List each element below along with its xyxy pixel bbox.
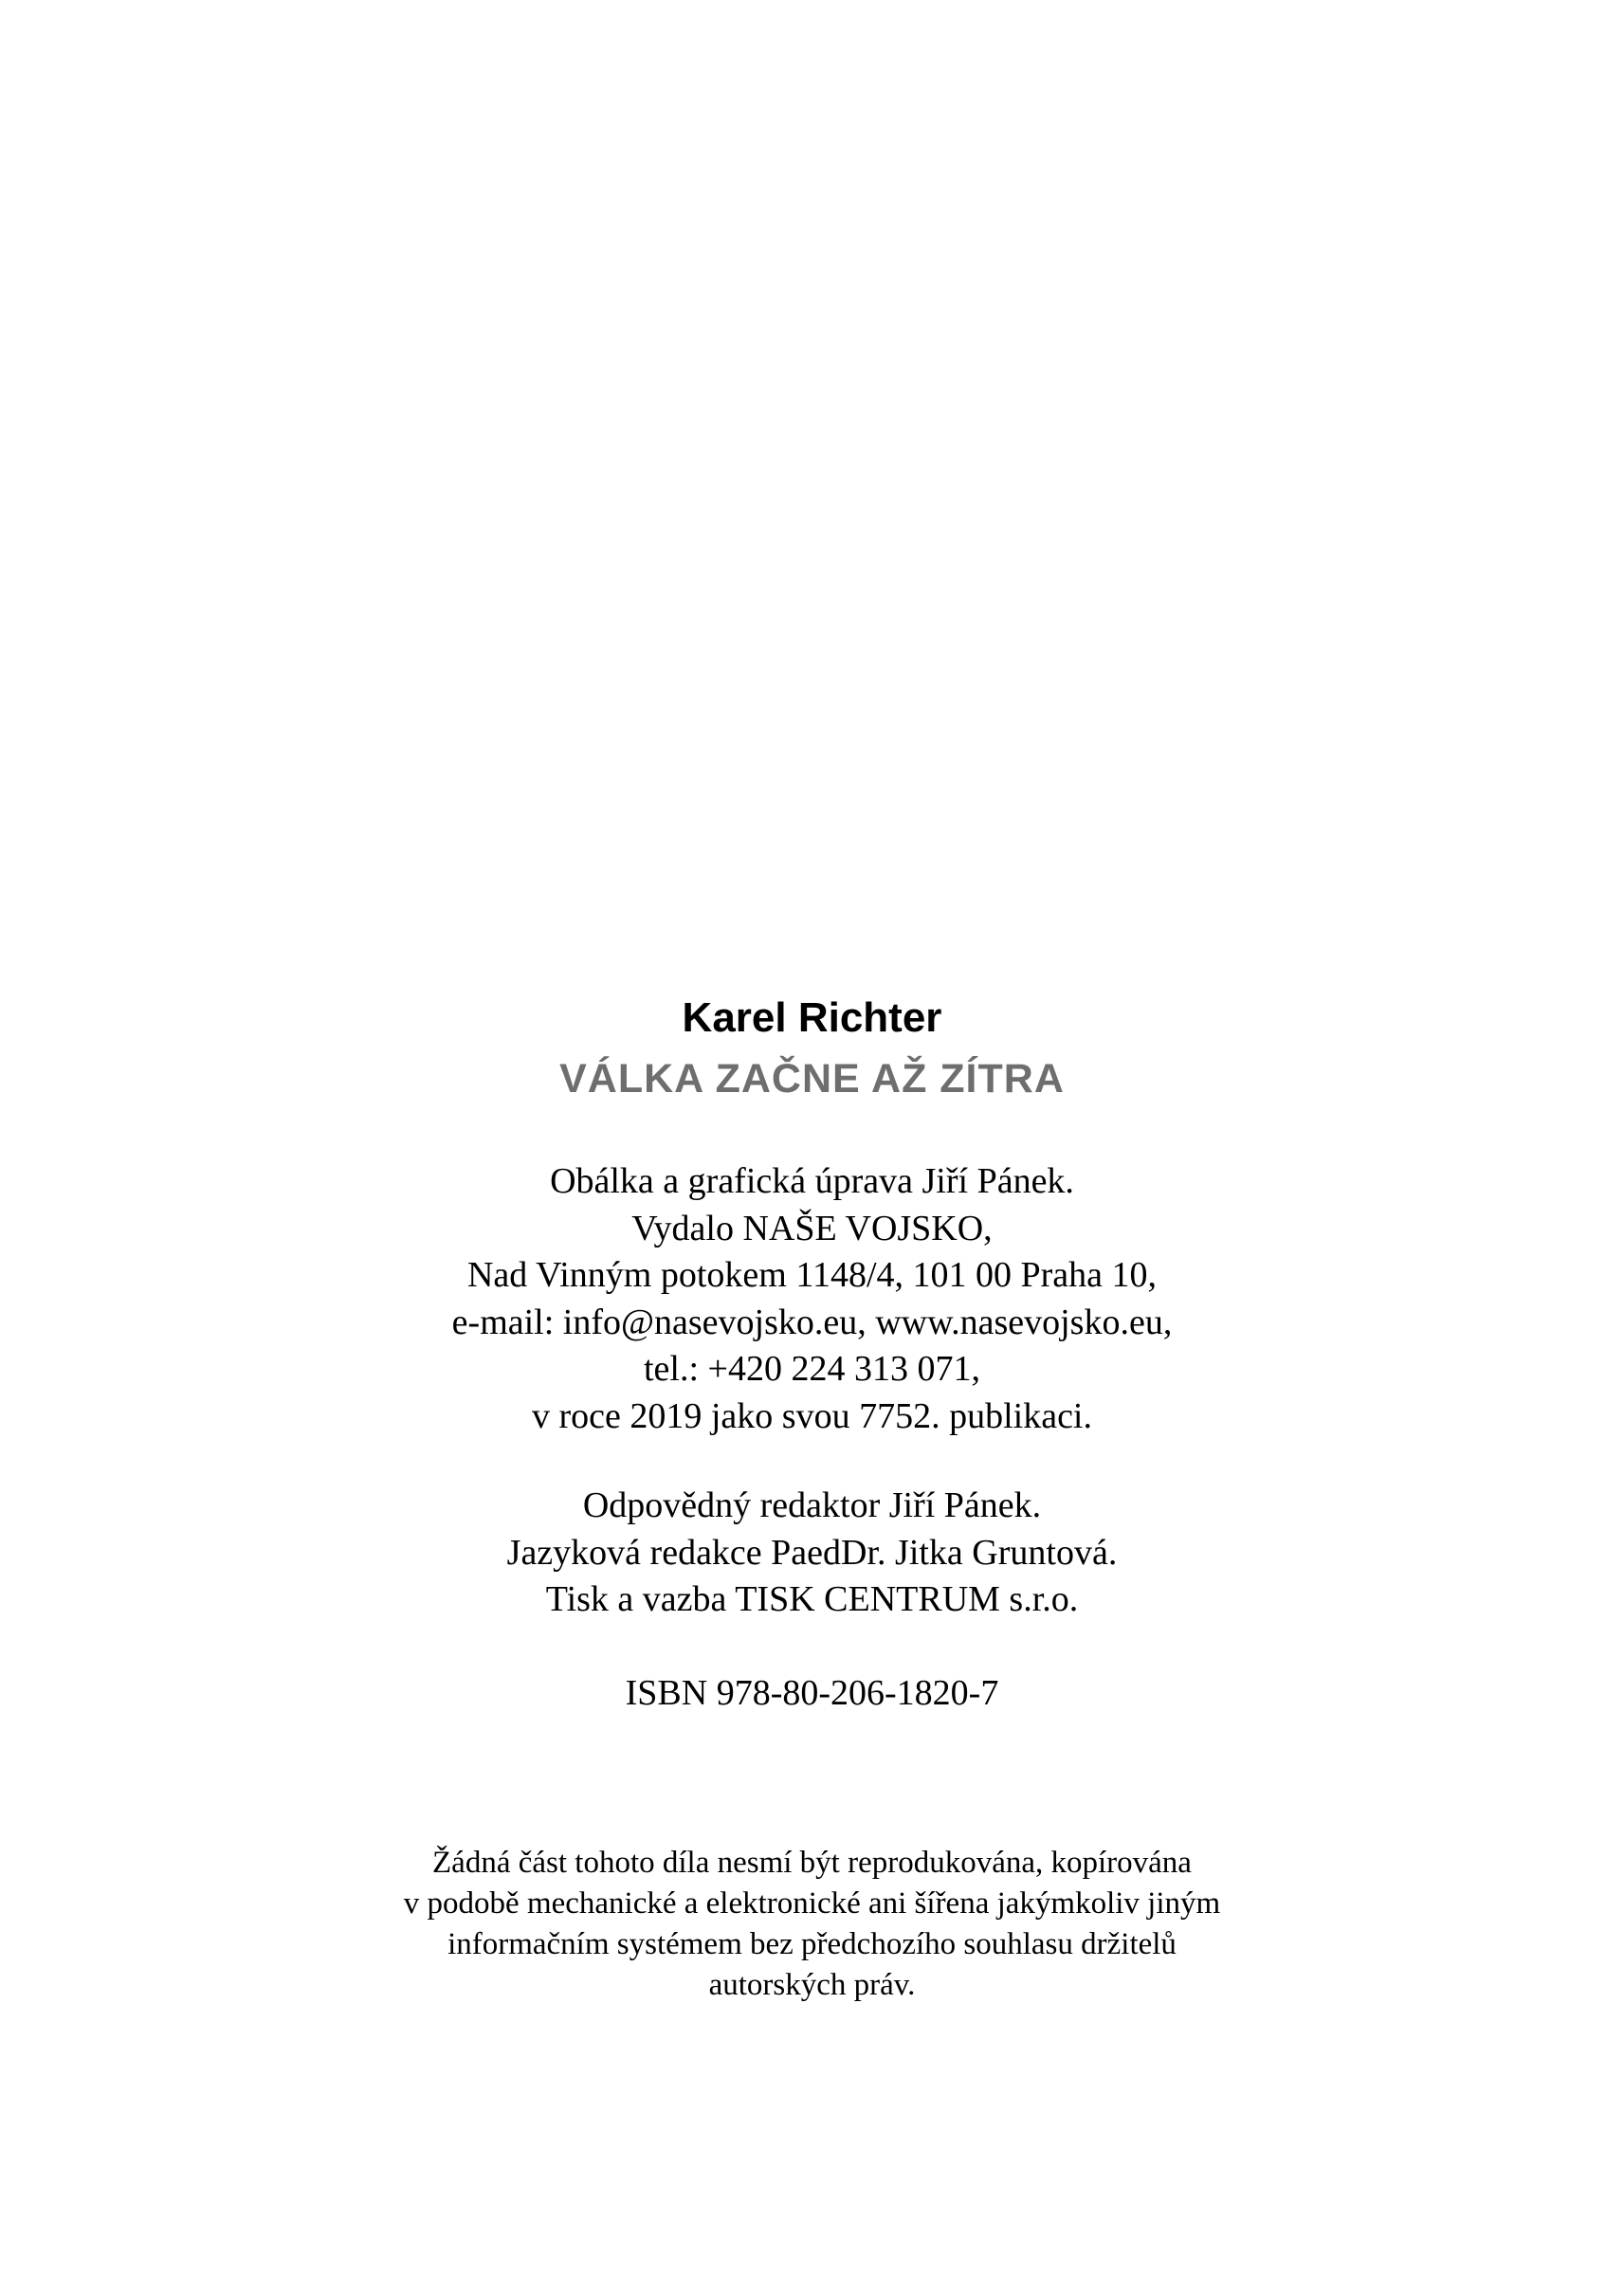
imprint-line-publication-year: v roce 2019 jako svou 7752. publikaci. — [531, 1395, 1092, 1436]
imprint-line-cover-design: Obálka a grafická úprava Jiří Pánek. — [550, 1161, 1074, 1201]
copyright-notice-line: Žádná část tohoto díla nesmí být reprodukována, kopírována — [432, 1846, 1192, 1880]
copyright-notice — [0, 1843, 1624, 2006]
editor-line-responsible: Odpovědný redaktor Jiří Pánek. — [582, 1485, 1042, 1525]
imprint-line-address: Nad Vinným potokem 1148/4, 101 00 Praha 10, — [466, 1255, 1158, 1295]
isbn: ISBN 978-80-206-1820-7 — [625, 1673, 999, 1713]
book-title: VÁLKA ZAČNE AŽ ZÍTRA — [559, 1056, 1065, 1102]
copyright-notice-line: v podobě mechanické a elektronické ani šířena jakýmkoliv jiným — [403, 1886, 1221, 1921]
editor-line-language: Jazyková redakce PaedDr. Jitka Gruntová. — [506, 1532, 1118, 1573]
editors-block — [0, 1483, 1624, 1624]
copyright-notice-line: informačním systémem bez předchozího souhlasu držitelů — [447, 1927, 1177, 1961]
imprint-line-phone: tel.: +420 224 313 071, — [644, 1349, 980, 1389]
imprint-line-publisher: Vydalo NAŠE VOJSKO, — [631, 1208, 993, 1248]
imprint-block — [0, 1158, 1624, 1440]
editor-line-printing: Tisk a vazba TISK CENTRUM s.r.o. — [545, 1579, 1079, 1619]
author-name: Karel Richter — [682, 994, 942, 1041]
imprint-line-contact-web: e-mail: info@nasevojsko.eu, www.nasevojsko.eu, — [451, 1302, 1173, 1342]
copyright-notice-line: autorských práv. — [708, 1968, 916, 2002]
